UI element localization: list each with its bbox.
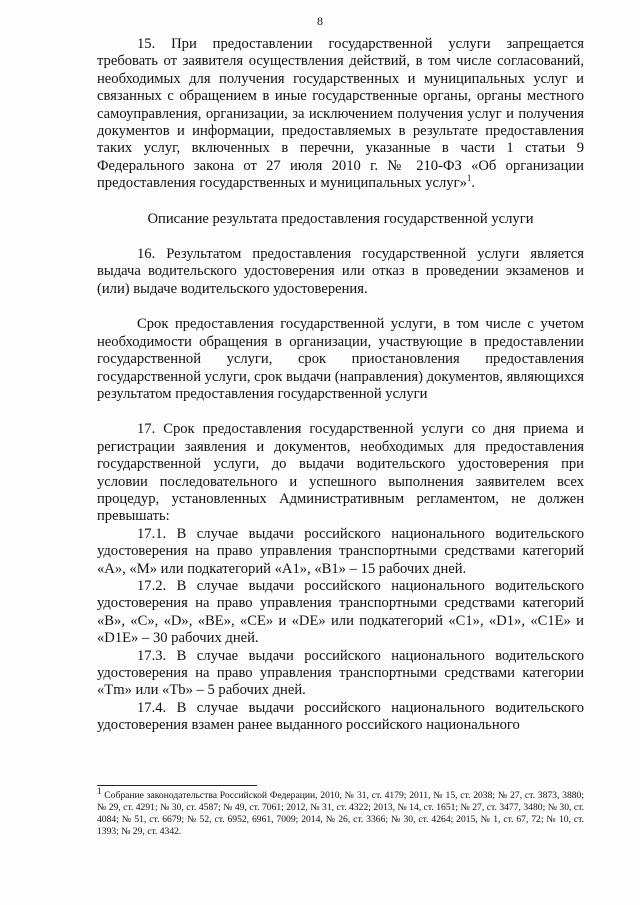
paragraph-15: 15. При предоставлении государственной услуги запрещается требовать от заявителя осуществления действий, в том числе согласований, необходимых для получения государственных и муниципальных услуг и связанных с обращением в иные государственные органы, органы местного самоуправления, организации, за исключением получения услуг и получения документов и информации, предоставляемых в результате предоставления таких услуг, включенных в перечни, указанные в части 1 статьи 9 Федерального закона от 27 июля 2010 г. № 210-ФЗ «Об организации предоставления государственных и муниципальных услуг»$^1$. [97,36,584,192]
paragraph-16: 16. Результатом предоставления государственной услуги является выдача водительского удостоверения или отказ в проведении экзаменов и (или) выдаче водительского удостоверения. [97,246,584,297]
footnote-text: Собрание законодательства Российской Федерации, 2010, № 31, ст. 4179; 2011, № 15, ст. 2038; № 27, ст. 3873, 3880; № 29, ст. 4291; № 30, ст. 4587; № 49, ст. 7061; 2012, № 31, ст. 4322; 2013, № 14, ст. 1651; № 27, ст. 3477, 3480; № 30, ст. 4084; № 51, ст. 6679; № 52, ст. 6952, 6961, 7009; 2014, № 26, ст. 3366; № 30, ст. 4264; 2015, № 1, ст. 67, 72; № 10, ст. 1393; № 29, ст. 4342. [97,790,584,837]
footnote [97,785,584,838]
footnote-number: 1 [97,785,102,796]
paragraph-17-3: 17.3. В случае выдачи российского национального водительского удостоверения на право управления транспортными средствами категории «Tm» или «Tb» – 5 рабочих дней. [97,647,584,699]
page-number: 8 [317,14,323,28]
paragraph-17-2: 17.2. В случае выдачи российского национального водительского удостоверения на право управления транспортными средствами категорий «B», «C», «D», «BE», «CE» и «DE» или подкатегорий «C1», «D1», «C1E» и «D1E» – 30 рабочих дней. [97,577,584,647]
paragraph-17-1: 17.1. В случае выдачи российского национального водительского удостоверения на право управления транспортными средствами категорий «A», «M» или подкатегорий «A1», «B1» – 15 рабочих дней. [97,525,584,577]
paragraph-17-4: 17.4. В случае выдачи российского национального водительского удостоверения взамен ранее выданного российского национального [97,699,584,734]
footnote-separator [97,785,257,786]
paragraph-17: 17. Срок предоставления государственной услуги со дня приема и регистрации заявления и документов, необходимых для предоставления государственной услуги, до выдачи водительского удостоверения при условии последовательного и успешного выполнения заявителем всех процедур, установленных Административным регламентом, не должен превышать: [97,421,584,525]
page-body [97,36,584,735]
paragraph-15-text: 15. При предоставлении государственной услуги запрещается требовать от заявителя осуществления действий, в том числе согласований, необходимых для получения государственных и муниципальных услуг и связанных с обращением в иные государственные органы, органы местного самоуправления, организации, за исключением получения услуг и получения документов и информации, предоставляемых в результате предоставления таких услуг, включенных в перечни, указанные в части 1 статьи 9 Федерального закона от 27 июля 2010 г. № 210-ФЗ «Об организации предоставления государственных и муниципальных услуг» [97,36,584,192]
section-heading-result: Описание результата предоставления государственной услуги [147,210,534,227]
section-heading-term: Срок предоставления государственной услуги, в том числе с учетом необходимости обращения в организации, участвующие в предоставлении государственной услуги, срок приостановления предоставления государственной услуги, срок выдачи (направления) документов, являющихся результатом предоставления государственной услуги [97,316,584,402]
footnote-reference[interactable]: 1 [466,173,472,184]
